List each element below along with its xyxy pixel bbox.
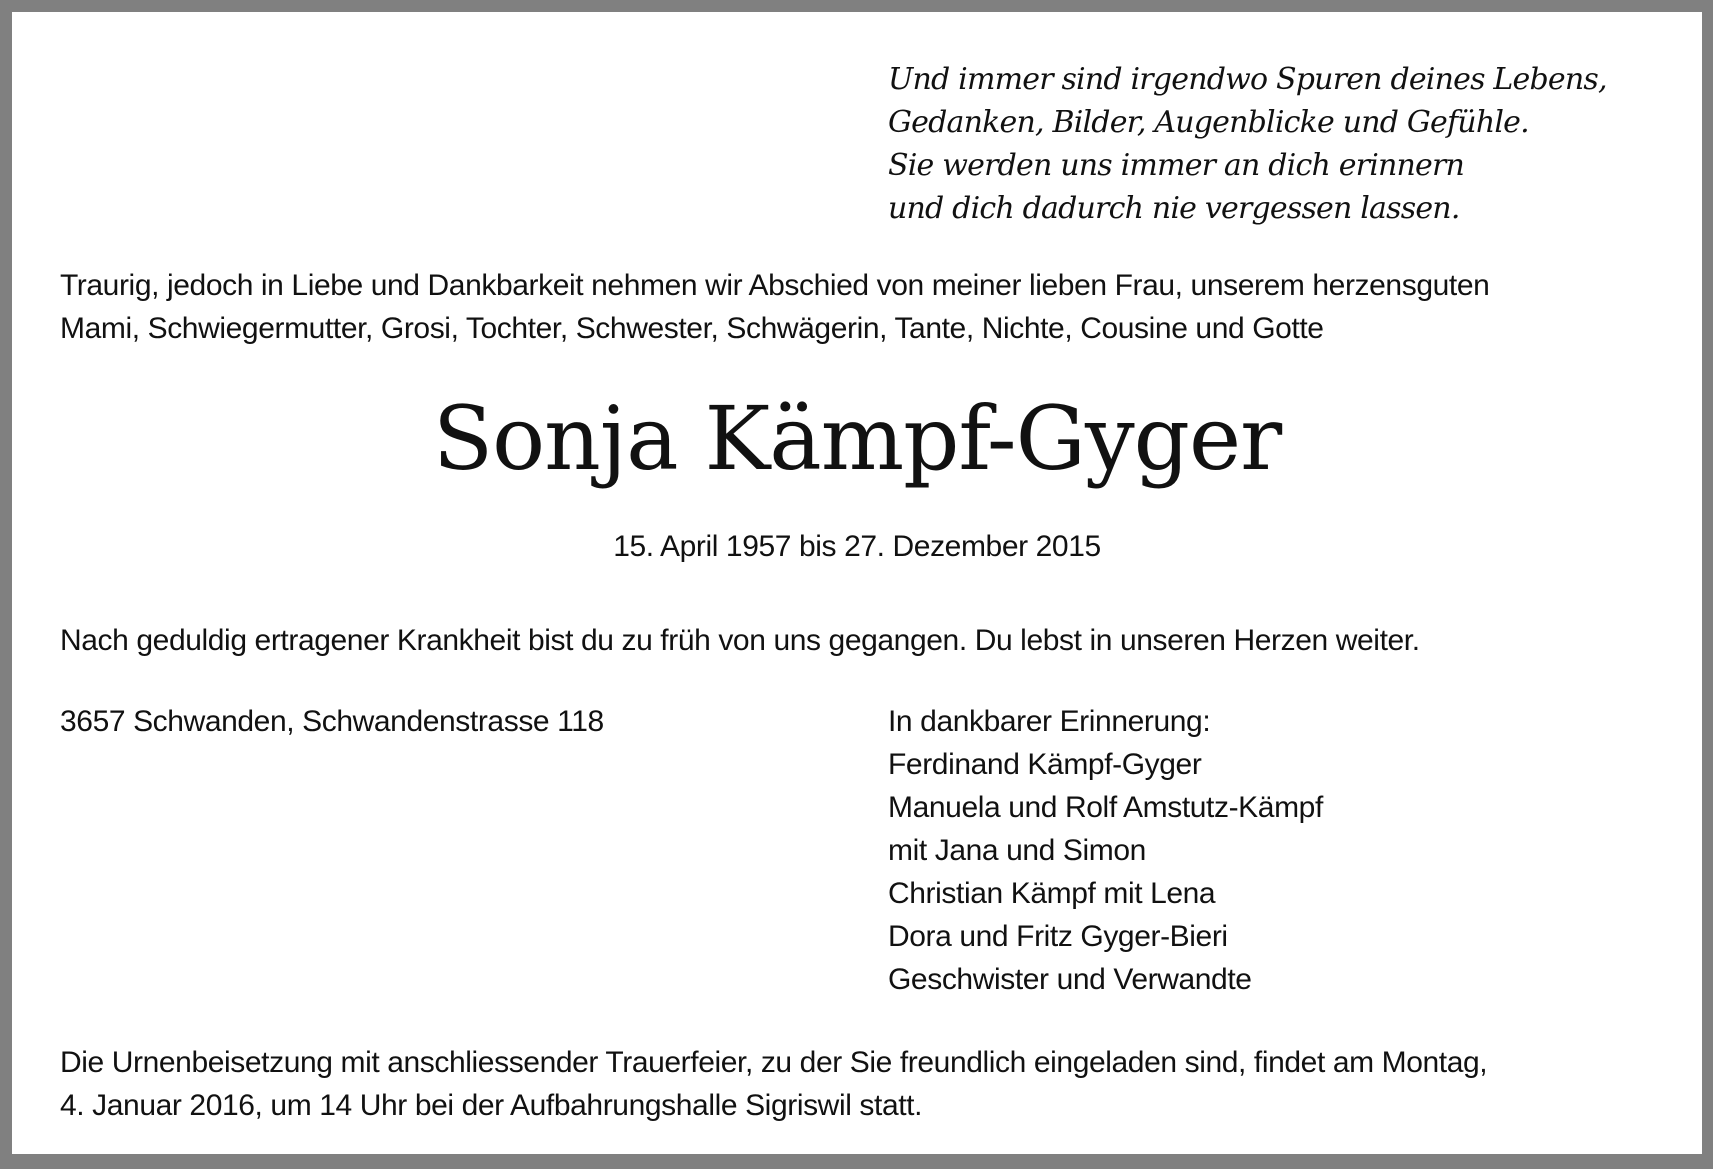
life-dates: 15. April 1957 bis 27. Dezember 2015: [613, 530, 1101, 563]
poem-line: Und immer sind irgendwo Spuren deines Lebens,: [888, 62, 1607, 97]
deceased-name: Sonja Kämpf-Gyger: [432, 387, 1282, 490]
illness-text: Nach geduldig ertragener Krankheit bist du zu früh von uns gegangen. Du lebst in unseren Herzen weiter.: [60, 624, 1420, 657]
poem-line: Gedanken, Bilder, Augenblicke und Gefühle.: [888, 105, 1529, 140]
intro-line: Mami, Schwiegermutter, Grosi, Tochter, Schwester, Schwägerin, Tante, Nichte, Cousine und Gotte: [60, 312, 1324, 345]
funeral-line: 4. Januar 2016, um 14 Uhr bei der Aufbahrungshalle Sigriswil statt.: [60, 1089, 923, 1122]
farewell-intro: [60, 264, 1489, 350]
obituary-notice: [12, 12, 1702, 1154]
mourner-name: Manuela und Rolf Amstutz-Kämpf: [888, 791, 1323, 824]
mourner-name: Ferdinand Kämpf-Gyger: [888, 748, 1202, 781]
funeral-line: Die Urnenbeisetzung mit anschliessender Trauerfeier, zu der Sie freundlich eingeladen sind, findet am Montag,: [60, 1046, 1488, 1079]
mourners-heading: In dankbarer Erinnerung:: [888, 705, 1211, 738]
intro-line: Traurig, jedoch in Liebe und Dankbarkeit nehmen wir Abschied von meiner lieben Frau, unserem herzensguten: [60, 269, 1490, 302]
mourner-name: Geschwister und Verwandte: [888, 963, 1252, 996]
mourner-name: mit Jana und Simon: [888, 834, 1146, 867]
address: 3657 Schwanden, Schwandenstrasse 118: [60, 705, 604, 738]
poem-line: und dich dadurch nie vergessen lassen.: [888, 191, 1460, 226]
memorial-poem: [888, 58, 1607, 230]
mourner-name: Dora und Fritz Gyger-Bieri: [888, 920, 1228, 953]
poem-line: Sie werden uns immer an dich erinnern: [888, 148, 1465, 183]
mourner-name: Christian Kämpf mit Lena: [888, 877, 1216, 910]
mourners-list: [888, 700, 1323, 1001]
funeral-details: [60, 1041, 1487, 1127]
